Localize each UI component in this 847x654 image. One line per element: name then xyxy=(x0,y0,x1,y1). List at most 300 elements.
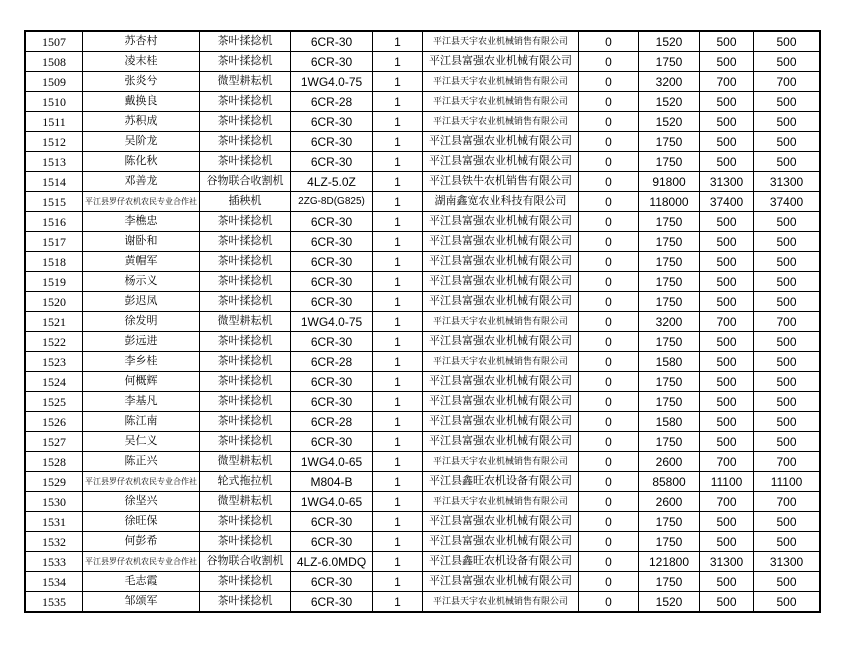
row-number-cell: 1514 xyxy=(25,172,83,192)
model-cell: 1WG4.0-75 xyxy=(291,312,373,332)
model-cell: 6CR-30 xyxy=(291,332,373,352)
price-cell: 1750 xyxy=(639,152,700,172)
price-cell: 1750 xyxy=(639,332,700,352)
machine-type-cell: 茶叶揉捻机 xyxy=(200,372,291,392)
quantity-cell: 1 xyxy=(373,472,423,492)
machine-type-cell: 轮式拖拉机 xyxy=(200,472,291,492)
table-row xyxy=(25,272,820,292)
zero-value-cell: 0 xyxy=(579,452,639,472)
subsidy-unit-cell: 500 xyxy=(700,272,754,292)
zero-value-cell: 0 xyxy=(579,272,639,292)
model-cell: 6CR-30 xyxy=(291,512,373,532)
buyer-name-cell: 苏积成 xyxy=(83,112,200,132)
buyer-name-cell: 毛志霞 xyxy=(83,572,200,592)
buyer-name-cell: 徐坚兴 xyxy=(83,492,200,512)
model-cell: 6CR-28 xyxy=(291,412,373,432)
row-number-cell: 1519 xyxy=(25,272,83,292)
buyer-name-cell: 平江县罗仔农机农民专业合作社 xyxy=(83,552,200,572)
model-cell: 6CR-30 xyxy=(291,112,373,132)
machine-type-cell: 茶叶揉捻机 xyxy=(200,592,291,613)
subsidy-total-cell: 500 xyxy=(754,512,821,532)
row-number-cell: 1526 xyxy=(25,412,83,432)
subsidy-table xyxy=(24,30,821,613)
buyer-name-cell: 何概辉 xyxy=(83,372,200,392)
model-cell: 6CR-30 xyxy=(291,212,373,232)
model-cell: 6CR-30 xyxy=(291,292,373,312)
buyer-name-cell: 陈江南 xyxy=(83,412,200,432)
machine-type-cell: 茶叶揉捻机 xyxy=(200,572,291,592)
machine-type-cell: 茶叶揉捻机 xyxy=(200,392,291,412)
buyer-name-cell: 彭迟凤 xyxy=(83,292,200,312)
machine-type-cell: 茶叶揉捻机 xyxy=(200,532,291,552)
table-row xyxy=(25,212,820,232)
quantity-cell: 1 xyxy=(373,532,423,552)
price-cell: 1520 xyxy=(639,31,700,52)
row-number-cell: 1508 xyxy=(25,52,83,72)
subsidy-unit-cell: 500 xyxy=(700,372,754,392)
quantity-cell: 1 xyxy=(373,412,423,432)
subsidy-total-cell: 500 xyxy=(754,432,821,452)
row-number-cell: 1523 xyxy=(25,352,83,372)
row-number-cell: 1515 xyxy=(25,192,83,212)
subsidy-unit-cell: 700 xyxy=(700,72,754,92)
zero-value-cell: 0 xyxy=(579,472,639,492)
quantity-cell: 1 xyxy=(373,312,423,332)
subsidy-total-cell: 37400 xyxy=(754,192,821,212)
model-cell: 6CR-30 xyxy=(291,132,373,152)
subsidy-total-cell: 500 xyxy=(754,52,821,72)
subsidy-unit-cell: 700 xyxy=(700,492,754,512)
row-number-cell: 1525 xyxy=(25,392,83,412)
subsidy-total-cell: 700 xyxy=(754,452,821,472)
row-number-cell: 1529 xyxy=(25,472,83,492)
buyer-name-cell: 平江县罗仔农机农民专业合作社 xyxy=(83,472,200,492)
quantity-cell: 1 xyxy=(373,432,423,452)
dealer-company-cell: 平江县天宇农业机械销售有限公司 xyxy=(423,312,579,332)
dealer-company-cell: 平江县天宇农业机械销售有限公司 xyxy=(423,352,579,372)
buyer-name-cell: 吴阶龙 xyxy=(83,132,200,152)
zero-value-cell: 0 xyxy=(579,252,639,272)
buyer-name-cell: 陈化秋 xyxy=(83,152,200,172)
zero-value-cell: 0 xyxy=(579,132,639,152)
row-number-cell: 1524 xyxy=(25,372,83,392)
machine-type-cell: 茶叶揉捻机 xyxy=(200,52,291,72)
model-cell: 6CR-30 xyxy=(291,572,373,592)
machine-type-cell: 谷物联合收割机 xyxy=(200,552,291,572)
zero-value-cell: 0 xyxy=(579,92,639,112)
dealer-company-cell: 平江县鑫旺农机设备有限公司 xyxy=(423,472,579,492)
row-number-cell: 1518 xyxy=(25,252,83,272)
price-cell: 1580 xyxy=(639,352,700,372)
model-cell: 6CR-30 xyxy=(291,592,373,613)
buyer-name-cell: 彭远进 xyxy=(83,332,200,352)
model-cell: 6CR-28 xyxy=(291,92,373,112)
quantity-cell: 1 xyxy=(373,292,423,312)
buyer-name-cell: 何彭希 xyxy=(83,532,200,552)
subsidy-total-cell: 11100 xyxy=(754,472,821,492)
quantity-cell: 1 xyxy=(373,172,423,192)
row-number-cell: 1530 xyxy=(25,492,83,512)
machine-type-cell: 茶叶揉捻机 xyxy=(200,412,291,432)
zero-value-cell: 0 xyxy=(579,372,639,392)
table-row xyxy=(25,372,820,392)
buyer-name-cell: 戴换良 xyxy=(83,92,200,112)
quantity-cell: 1 xyxy=(373,72,423,92)
dealer-company-cell: 平江县富强农业机械有限公司 xyxy=(423,412,579,432)
subsidy-unit-cell: 500 xyxy=(700,92,754,112)
subsidy-total-cell: 500 xyxy=(754,272,821,292)
model-cell: 6CR-30 xyxy=(291,392,373,412)
quantity-cell: 1 xyxy=(373,132,423,152)
table-row xyxy=(25,552,820,572)
subsidy-unit-cell: 500 xyxy=(700,392,754,412)
buyer-name-cell: 黄帽军 xyxy=(83,252,200,272)
quantity-cell: 1 xyxy=(373,392,423,412)
row-number-cell: 1528 xyxy=(25,452,83,472)
subsidy-unit-cell: 700 xyxy=(700,452,754,472)
dealer-company-cell: 平江县富强农业机械有限公司 xyxy=(423,392,579,412)
buyer-name-cell: 平江县罗仔农机农民专业合作社 xyxy=(83,192,200,212)
table-row xyxy=(25,332,820,352)
quantity-cell: 1 xyxy=(373,512,423,532)
dealer-company-cell: 平江县富强农业机械有限公司 xyxy=(423,52,579,72)
buyer-name-cell: 徐发明 xyxy=(83,312,200,332)
zero-value-cell: 0 xyxy=(579,192,639,212)
row-number-cell: 1535 xyxy=(25,592,83,613)
zero-value-cell: 0 xyxy=(579,492,639,512)
quantity-cell: 1 xyxy=(373,252,423,272)
model-cell: 1WG4.0-65 xyxy=(291,452,373,472)
subsidy-total-cell: 500 xyxy=(754,532,821,552)
subsidy-unit-cell: 500 xyxy=(700,292,754,312)
price-cell: 1750 xyxy=(639,512,700,532)
dealer-company-cell: 平江县富强农业机械有限公司 xyxy=(423,272,579,292)
machine-type-cell: 茶叶揉捻机 xyxy=(200,352,291,372)
machine-type-cell: 茶叶揉捻机 xyxy=(200,232,291,252)
buyer-name-cell: 苏杏村 xyxy=(83,31,200,52)
row-number-cell: 1516 xyxy=(25,212,83,232)
subsidy-unit-cell: 500 xyxy=(700,412,754,432)
price-cell: 1750 xyxy=(639,432,700,452)
machine-type-cell: 茶叶揉捻机 xyxy=(200,512,291,532)
price-cell: 1750 xyxy=(639,252,700,272)
machine-type-cell: 茶叶揉捻机 xyxy=(200,212,291,232)
zero-value-cell: 0 xyxy=(579,572,639,592)
buyer-name-cell: 邹颂军 xyxy=(83,592,200,613)
zero-value-cell: 0 xyxy=(579,292,639,312)
quantity-cell: 1 xyxy=(373,272,423,292)
dealer-company-cell: 平江县天宇农业机械销售有限公司 xyxy=(423,492,579,512)
model-cell: 6CR-30 xyxy=(291,532,373,552)
table-row xyxy=(25,52,820,72)
table-row xyxy=(25,312,820,332)
quantity-cell: 1 xyxy=(373,92,423,112)
zero-value-cell: 0 xyxy=(579,392,639,412)
machine-type-cell: 茶叶揉捻机 xyxy=(200,292,291,312)
zero-value-cell: 0 xyxy=(579,412,639,432)
subsidy-total-cell: 500 xyxy=(754,352,821,372)
model-cell: 1WG4.0-75 xyxy=(291,72,373,92)
subsidy-total-cell: 31300 xyxy=(754,552,821,572)
table-row xyxy=(25,532,820,552)
model-cell: 6CR-30 xyxy=(291,252,373,272)
quantity-cell: 1 xyxy=(373,52,423,72)
buyer-name-cell: 邓善龙 xyxy=(83,172,200,192)
subsidy-unit-cell: 500 xyxy=(700,532,754,552)
subsidy-total-cell: 500 xyxy=(754,92,821,112)
dealer-company-cell: 湖南鑫宽农业科技有限公司 xyxy=(423,192,579,212)
zero-value-cell: 0 xyxy=(579,172,639,192)
subsidy-total-cell: 500 xyxy=(754,392,821,412)
subsidy-unit-cell: 500 xyxy=(700,112,754,132)
document-sheet xyxy=(24,30,821,613)
price-cell: 1750 xyxy=(639,292,700,312)
table-row xyxy=(25,92,820,112)
dealer-company-cell: 平江县富强农业机械有限公司 xyxy=(423,512,579,532)
table-row xyxy=(25,352,820,372)
row-number-cell: 1513 xyxy=(25,152,83,172)
zero-value-cell: 0 xyxy=(579,552,639,572)
quantity-cell: 1 xyxy=(373,492,423,512)
subsidy-unit-cell: 500 xyxy=(700,592,754,613)
price-cell: 1520 xyxy=(639,112,700,132)
dealer-company-cell: 平江县富强农业机械有限公司 xyxy=(423,212,579,232)
machine-type-cell: 微型耕耘机 xyxy=(200,452,291,472)
buyer-name-cell: 李乡桂 xyxy=(83,352,200,372)
model-cell: 6CR-30 xyxy=(291,152,373,172)
zero-value-cell: 0 xyxy=(579,112,639,132)
subsidy-unit-cell: 700 xyxy=(700,312,754,332)
table-row xyxy=(25,232,820,252)
price-cell: 1750 xyxy=(639,132,700,152)
model-cell: 6CR-30 xyxy=(291,272,373,292)
table-row xyxy=(25,132,820,152)
row-number-cell: 1511 xyxy=(25,112,83,132)
subsidy-unit-cell: 500 xyxy=(700,31,754,52)
machine-type-cell: 谷物联合收割机 xyxy=(200,172,291,192)
price-cell: 121800 xyxy=(639,552,700,572)
model-cell: 4LZ-5.0Z xyxy=(291,172,373,192)
subsidy-unit-cell: 500 xyxy=(700,512,754,532)
model-cell: M804-B xyxy=(291,472,373,492)
machine-type-cell: 茶叶揉捻机 xyxy=(200,332,291,352)
zero-value-cell: 0 xyxy=(579,31,639,52)
subsidy-table-body xyxy=(25,31,820,612)
quantity-cell: 1 xyxy=(373,232,423,252)
model-cell: 1WG4.0-65 xyxy=(291,492,373,512)
price-cell: 1750 xyxy=(639,572,700,592)
subsidy-total-cell: 700 xyxy=(754,72,821,92)
machine-type-cell: 茶叶揉捻机 xyxy=(200,112,291,132)
subsidy-total-cell: 500 xyxy=(754,592,821,613)
dealer-company-cell: 平江县天宇农业机械销售有限公司 xyxy=(423,112,579,132)
row-number-cell: 1512 xyxy=(25,132,83,152)
subsidy-total-cell: 500 xyxy=(754,212,821,232)
subsidy-total-cell: 500 xyxy=(754,292,821,312)
subsidy-unit-cell: 500 xyxy=(700,232,754,252)
table-row xyxy=(25,592,820,613)
dealer-company-cell: 平江县鑫旺农机设备有限公司 xyxy=(423,552,579,572)
dealer-company-cell: 平江县富强农业机械有限公司 xyxy=(423,232,579,252)
subsidy-unit-cell: 31300 xyxy=(700,172,754,192)
machine-type-cell: 茶叶揉捻机 xyxy=(200,92,291,112)
subsidy-unit-cell: 500 xyxy=(700,52,754,72)
dealer-company-cell: 平江县富强农业机械有限公司 xyxy=(423,332,579,352)
table-row xyxy=(25,572,820,592)
model-cell: 6CR-28 xyxy=(291,352,373,372)
subsidy-unit-cell: 500 xyxy=(700,132,754,152)
quantity-cell: 1 xyxy=(373,372,423,392)
dealer-company-cell: 平江县富强农业机械有限公司 xyxy=(423,432,579,452)
quantity-cell: 1 xyxy=(373,552,423,572)
row-number-cell: 1532 xyxy=(25,532,83,552)
price-cell: 2600 xyxy=(639,452,700,472)
machine-type-cell: 茶叶揉捻机 xyxy=(200,152,291,172)
price-cell: 1750 xyxy=(639,272,700,292)
subsidy-total-cell: 500 xyxy=(754,332,821,352)
quantity-cell: 1 xyxy=(373,152,423,172)
quantity-cell: 1 xyxy=(373,31,423,52)
buyer-name-cell: 徐旺保 xyxy=(83,512,200,532)
model-cell: 6CR-30 xyxy=(291,432,373,452)
subsidy-total-cell: 500 xyxy=(754,232,821,252)
row-number-cell: 1533 xyxy=(25,552,83,572)
quantity-cell: 1 xyxy=(373,332,423,352)
subsidy-unit-cell: 500 xyxy=(700,212,754,232)
machine-type-cell: 插秧机 xyxy=(200,192,291,212)
dealer-company-cell: 平江县富强农业机械有限公司 xyxy=(423,572,579,592)
table-row xyxy=(25,112,820,132)
table-row xyxy=(25,452,820,472)
row-number-cell: 1509 xyxy=(25,72,83,92)
model-cell: 2ZG-8D(G825) xyxy=(291,192,373,212)
table-row xyxy=(25,252,820,272)
price-cell: 2600 xyxy=(639,492,700,512)
row-number-cell: 1507 xyxy=(25,31,83,52)
model-cell: 6CR-30 xyxy=(291,31,373,52)
machine-type-cell: 微型耕耘机 xyxy=(200,312,291,332)
machine-type-cell: 微型耕耘机 xyxy=(200,492,291,512)
row-number-cell: 1517 xyxy=(25,232,83,252)
table-row xyxy=(25,172,820,192)
quantity-cell: 1 xyxy=(373,112,423,132)
quantity-cell: 1 xyxy=(373,192,423,212)
table-row xyxy=(25,512,820,532)
table-row xyxy=(25,412,820,432)
table-row xyxy=(25,432,820,452)
price-cell: 1750 xyxy=(639,232,700,252)
price-cell: 85800 xyxy=(639,472,700,492)
machine-type-cell: 茶叶揉捻机 xyxy=(200,272,291,292)
subsidy-total-cell: 500 xyxy=(754,132,821,152)
quantity-cell: 1 xyxy=(373,212,423,232)
model-cell: 4LZ-6.0MDQ xyxy=(291,552,373,572)
dealer-company-cell: 平江县天宇农业机械销售有限公司 xyxy=(423,92,579,112)
price-cell: 1750 xyxy=(639,52,700,72)
price-cell: 3200 xyxy=(639,72,700,92)
row-number-cell: 1531 xyxy=(25,512,83,532)
table-row xyxy=(25,152,820,172)
price-cell: 1580 xyxy=(639,412,700,432)
subsidy-unit-cell: 500 xyxy=(700,432,754,452)
row-number-cell: 1510 xyxy=(25,92,83,112)
machine-type-cell: 茶叶揉捻机 xyxy=(200,252,291,272)
quantity-cell: 1 xyxy=(373,572,423,592)
dealer-company-cell: 平江县天宇农业机械销售有限公司 xyxy=(423,452,579,472)
dealer-company-cell: 平江县天宇农业机械销售有限公司 xyxy=(423,31,579,52)
zero-value-cell: 0 xyxy=(579,52,639,72)
price-cell: 1750 xyxy=(639,372,700,392)
zero-value-cell: 0 xyxy=(579,212,639,232)
row-number-cell: 1521 xyxy=(25,312,83,332)
zero-value-cell: 0 xyxy=(579,152,639,172)
subsidy-unit-cell: 500 xyxy=(700,252,754,272)
subsidy-unit-cell: 11100 xyxy=(700,472,754,492)
price-cell: 3200 xyxy=(639,312,700,332)
buyer-name-cell: 吴仁义 xyxy=(83,432,200,452)
subsidy-total-cell: 500 xyxy=(754,252,821,272)
price-cell: 1750 xyxy=(639,392,700,412)
subsidy-unit-cell: 500 xyxy=(700,332,754,352)
price-cell: 1750 xyxy=(639,212,700,232)
table-row xyxy=(25,472,820,492)
model-cell: 6CR-30 xyxy=(291,52,373,72)
subsidy-unit-cell: 500 xyxy=(700,152,754,172)
dealer-company-cell: 平江县富强农业机械有限公司 xyxy=(423,292,579,312)
price-cell: 1520 xyxy=(639,592,700,613)
table-row xyxy=(25,72,820,92)
dealer-company-cell: 平江县富强农业机械有限公司 xyxy=(423,372,579,392)
table-row xyxy=(25,31,820,52)
subsidy-total-cell: 700 xyxy=(754,312,821,332)
zero-value-cell: 0 xyxy=(579,312,639,332)
quantity-cell: 1 xyxy=(373,592,423,613)
subsidy-total-cell: 500 xyxy=(754,152,821,172)
dealer-company-cell: 平江县富强农业机械有限公司 xyxy=(423,132,579,152)
subsidy-total-cell: 500 xyxy=(754,572,821,592)
buyer-name-cell: 谢卧和 xyxy=(83,232,200,252)
quantity-cell: 1 xyxy=(373,452,423,472)
buyer-name-cell: 李基凡 xyxy=(83,392,200,412)
model-cell: 6CR-30 xyxy=(291,232,373,252)
table-row xyxy=(25,192,820,212)
dealer-company-cell: 平江县富强农业机械有限公司 xyxy=(423,252,579,272)
buyer-name-cell: 陈正兴 xyxy=(83,452,200,472)
zero-value-cell: 0 xyxy=(579,532,639,552)
table-row xyxy=(25,492,820,512)
price-cell: 1750 xyxy=(639,532,700,552)
buyer-name-cell: 杨示义 xyxy=(83,272,200,292)
zero-value-cell: 0 xyxy=(579,512,639,532)
subsidy-unit-cell: 500 xyxy=(700,352,754,372)
price-cell: 1520 xyxy=(639,92,700,112)
quantity-cell: 1 xyxy=(373,352,423,372)
subsidy-total-cell: 700 xyxy=(754,492,821,512)
subsidy-total-cell: 31300 xyxy=(754,172,821,192)
subsidy-total-cell: 500 xyxy=(754,412,821,432)
zero-value-cell: 0 xyxy=(579,332,639,352)
subsidy-total-cell: 500 xyxy=(754,112,821,132)
zero-value-cell: 0 xyxy=(579,592,639,613)
buyer-name-cell: 李樵忠 xyxy=(83,212,200,232)
machine-type-cell: 茶叶揉捻机 xyxy=(200,432,291,452)
row-number-cell: 1520 xyxy=(25,292,83,312)
dealer-company-cell: 平江县铁牛农机销售有限公司 xyxy=(423,172,579,192)
table-row xyxy=(25,292,820,312)
dealer-company-cell: 平江县天宇农业机械销售有限公司 xyxy=(423,72,579,92)
subsidy-unit-cell: 37400 xyxy=(700,192,754,212)
row-number-cell: 1534 xyxy=(25,572,83,592)
